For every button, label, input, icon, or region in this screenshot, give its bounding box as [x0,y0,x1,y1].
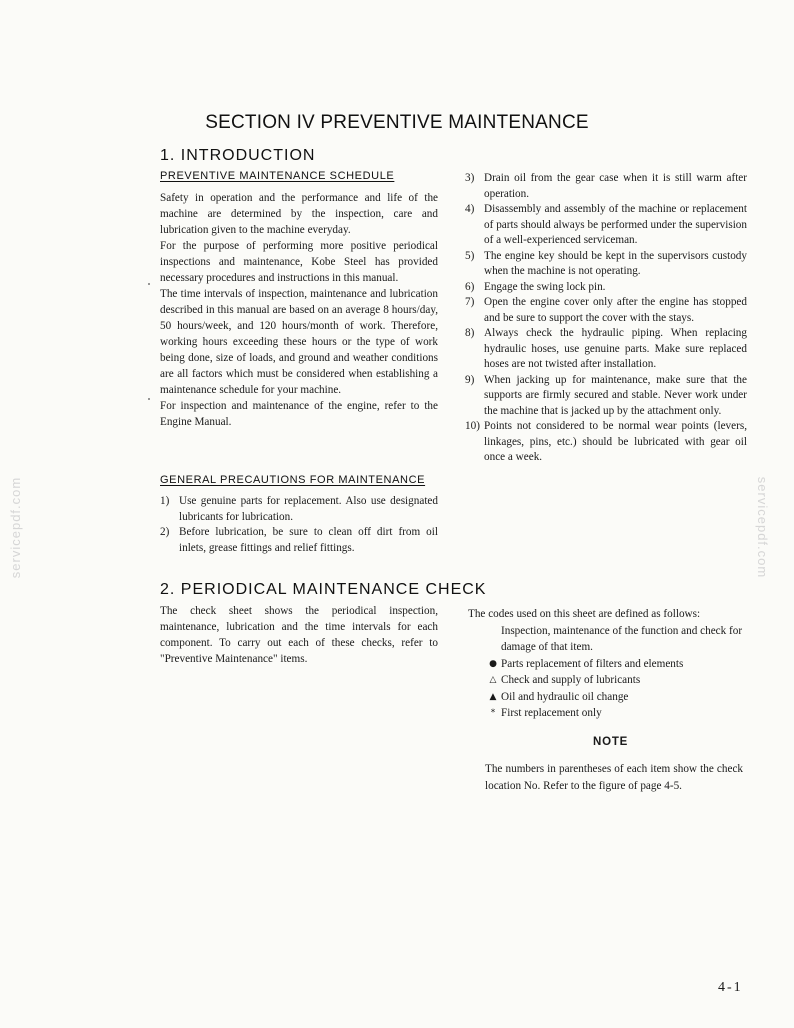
filled-triangle-icon: ▲ [489,691,497,702]
asterisk-icon: * [490,708,496,718]
precaution-item [465,373,747,420]
precaution-number: 4) [465,203,475,215]
introduction-heading: 1. INTRODUCTION [160,147,316,164]
code-text: Check and supply of lubricants [501,674,641,686]
precaution-item [160,525,438,556]
precaution-item [465,171,747,202]
precaution-item [465,280,747,296]
page-number: 4-1 [718,980,743,995]
precaution-item [160,494,438,525]
schedule-text [160,190,438,430]
precaution-number: 2) [160,526,170,538]
code-row [468,656,748,673]
precaution-text: Drain oil from the gear case when it is still warm after operation. [484,172,747,200]
precaution-text: When jacking up for maintenance, make sure that the supports are firmly secured and stable. Never work under the machine that is jacked up by the attachment only. [484,373,747,417]
precaution-text: Before lubrication, be sure to clean off dirt from oil inlets, grease fittings and relief fittings. [179,526,438,554]
precautions-list-right [465,171,747,466]
precaution-text: Open the engine cover only after the engine has stopped and be sure to support the cover with the stays. [484,296,747,324]
precautions-heading: GENERAL PRECAUTIONS FOR MAINTENANCE [160,474,426,486]
codes-first-item: Inspection, maintenance of the function and check for damage of that item. [501,624,743,653]
precaution-item [465,249,747,280]
watermark-left: servicepdf.com [8,476,24,579]
schedule-paragraph: For the purpose of performing more positive periodical inspections and maintenance, Kobe Steel has provided necessary procedures and instructions in this manual. [160,240,438,284]
precaution-number: 3) [465,172,475,184]
codes-intro: The codes used on this sheet are defined as follows: [468,608,701,620]
precaution-item [465,419,747,466]
precaution-item [465,326,747,373]
note-text: The numbers in parentheses of each item show the check location No. Refer to the figure of page 4-5. [485,763,743,792]
precaution-number: 10) [465,420,480,432]
precaution-number: 9) [465,373,475,386]
scan-speck [148,398,150,400]
precaution-text: Always check the hydraulic piping. When replacing hydraulic hoses, use genuine parts. Make sure replaced hoses are not twisted after installation. [484,327,747,370]
precautions-list-left [160,494,438,556]
code-row [468,689,748,706]
precaution-number: 7) [465,296,475,308]
code-text: Oil and hydraulic oil change [501,690,629,703]
precaution-text: The engine key should be kept in the supervisors custody when the machine is not operating. [484,249,747,277]
precaution-number: 5) [465,249,475,262]
precaution-item [465,295,747,326]
precaution-number: 1) [160,495,170,507]
precaution-item [465,202,747,249]
precaution-text: Points not considered to be normal wear points (levers, linkages, pins, etc.) should be lubricated with gear oil once a week. [484,420,747,463]
schedule-heading: PREVENTIVE MAINTENANCE SCHEDULE [160,170,395,182]
section-title: SECTION IV PREVENTIVE MAINTENANCE [205,112,589,133]
schedule-paragraph: For inspection and maintenance of the engine, refer to the Engine Manual. [160,400,438,428]
precaution-text: Engage the swing lock pin. [484,280,606,293]
open-triangle-icon: △ [489,675,497,685]
precaution-text: Disassembly and assembly of the machine or replacement of parts should always be performed under the supervision of a well-experienced serviceman. [484,203,747,246]
code-text: Parts replacement of filters and elements [501,657,684,670]
code-row [468,672,748,689]
precaution-number: 6) [465,280,475,293]
scan-speck [148,283,150,285]
schedule-paragraph: Safety in operation and the performance and life of the machine are determined by the inspection, care and lubrication given to the machine everyday. [160,192,438,236]
periodical-heading: 2. PERIODICAL MAINTENANCE CHECK [160,581,487,598]
note-title: NOTE [593,736,629,748]
periodical-paragraph: The check sheet shows the periodical inspection, maintenance, lubrication and the time intervals for each component. To carry out each of these checks, refer to "Preventive Maintenance" items. [160,605,438,665]
watermark-right: servicepdf.com [755,476,771,579]
periodical-text [160,603,438,667]
schedule-paragraph: The time intervals of inspection, maintenance and lubrication described in this manual are based on an average 8 hours/day, 50 hours/week, and 120 hours/month of work. Therefore, working hours exceeding these hours or the type of work being done, size of loads, and ground and weather conditions are all factors which must be considered when establishing a maintenance schedule for your machine. [160,288,438,396]
code-row [468,705,748,722]
precaution-number: 8) [465,327,475,339]
codes-legend [468,606,748,722]
precaution-text: Use genuine parts for replacement. Also use designated lubricants for lubrication. [179,495,438,523]
code-text: First replacement only [501,707,602,719]
filled-circle-icon: ● [489,658,497,669]
